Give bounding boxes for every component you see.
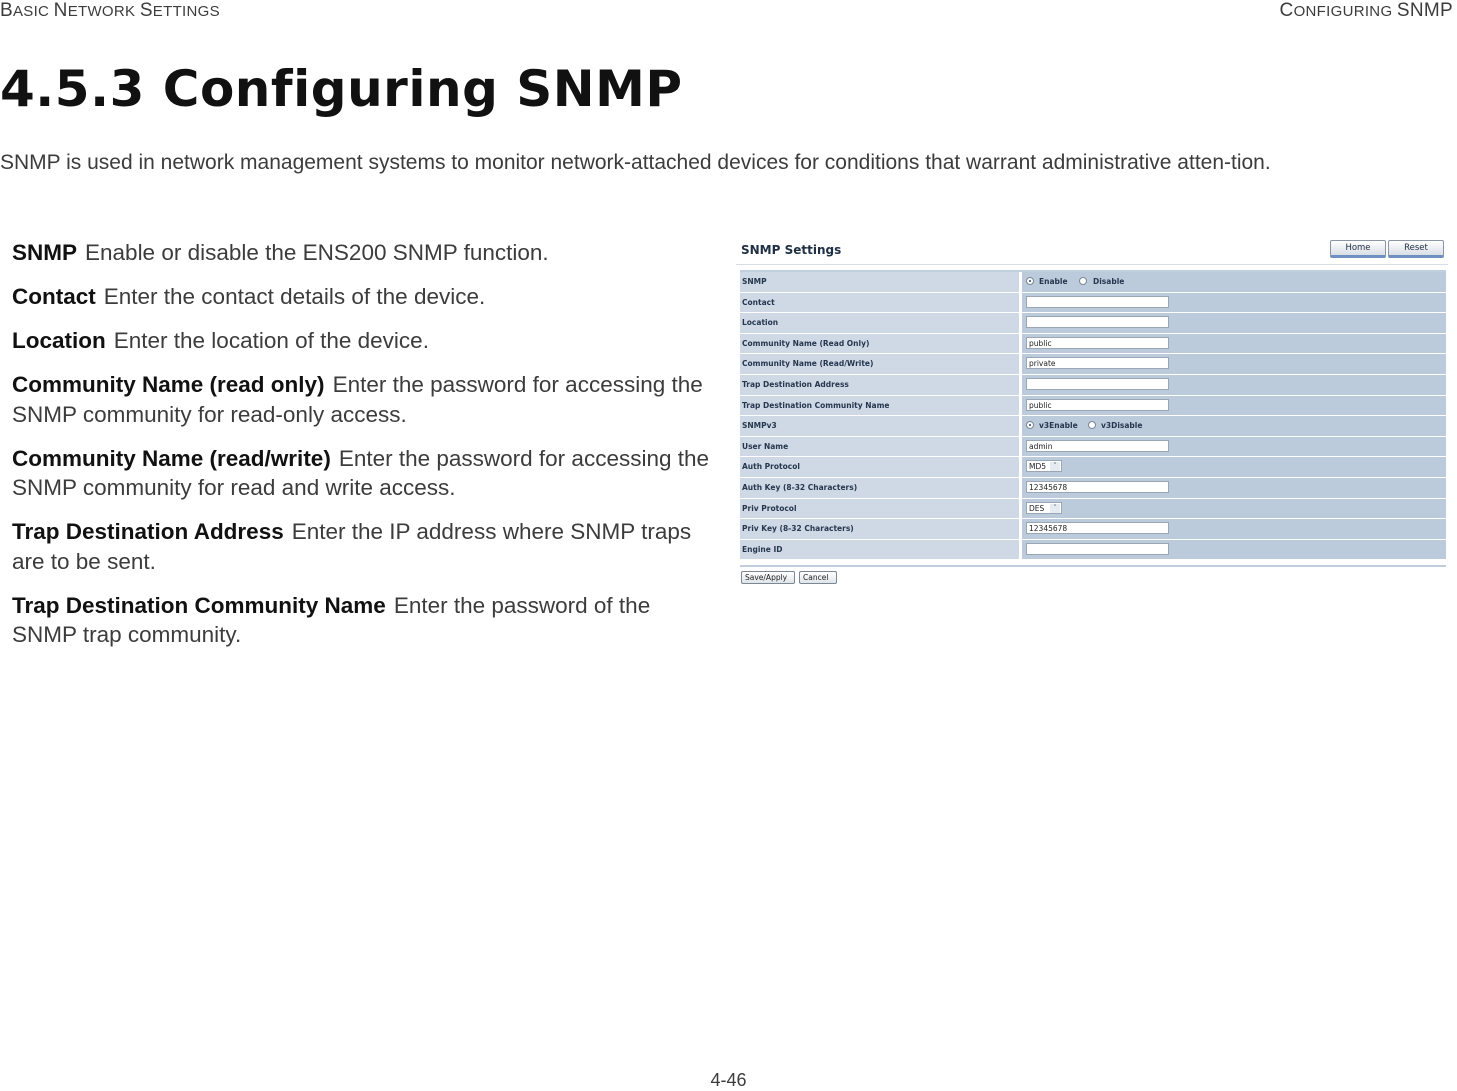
definition-text: Enter the location of the device. <box>113 328 429 353</box>
section-title: 4.5.3 Configuring SNMP <box>0 60 683 118</box>
settings-row-label: Trap Destination Community Name <box>740 396 1019 416</box>
settings-row <box>740 375 1446 396</box>
settings-row <box>740 354 1446 375</box>
settings-row-value <box>1022 354 1446 374</box>
radio-label-option1: v3Enable <box>1039 421 1078 431</box>
intro-paragraph: SNMP is used in network management systems to monitor network-attached devices for conditions that warrant administrative atten-tion. <box>0 151 1271 174</box>
settings-row-value <box>1022 313 1446 333</box>
header-left-text: ASIC <box>12 3 54 20</box>
definition-term: Trap Destination Address <box>12 519 284 544</box>
settings-text-field[interactable] <box>1026 316 1169 328</box>
header-right-snmp: SNMP <box>1396 0 1453 21</box>
settings-text-field[interactable] <box>1026 296 1169 308</box>
settings-text-field[interactable]: public <box>1026 337 1169 349</box>
settings-row <box>740 437 1446 458</box>
chevron-down-icon: ˅ <box>1050 504 1060 513</box>
settings-row <box>740 519 1446 540</box>
settings-row <box>740 499 1446 520</box>
radio-label-option1: Enable <box>1039 277 1068 286</box>
settings-text-field[interactable]: 12345678 <box>1026 522 1169 534</box>
save-apply-button[interactable]: Save/Apply <box>741 571 795 584</box>
definition-list <box>12 238 712 664</box>
definition-item <box>12 591 712 650</box>
settings-text-field[interactable]: 12345678 <box>1026 481 1169 493</box>
definition-term: Community Name (read/write) <box>12 445 331 471</box>
settings-row-label: SNMP <box>740 272 1019 292</box>
definition-item <box>12 517 712 576</box>
settings-row-value <box>1022 437 1446 457</box>
settings-row-label: Contact <box>740 293 1019 313</box>
settings-row-label: Priv Key (8-32 Characters) <box>740 519 1019 539</box>
settings-row <box>740 478 1446 499</box>
cancel-button[interactable]: Cancel <box>799 571 837 584</box>
definition-text: Enable or disable the ENS200 SNMP function. <box>85 240 549 265</box>
dropdown-value: MD5 <box>1029 462 1047 472</box>
settings-row-value <box>1022 375 1446 395</box>
settings-row-value <box>1022 457 1446 477</box>
snmp-settings-table <box>740 270 1446 560</box>
radio-button-option2[interactable] <box>1079 277 1087 285</box>
settings-text-field[interactable]: private <box>1026 357 1169 369</box>
header-left-cap2: N <box>53 0 68 21</box>
radio-button-option1[interactable] <box>1026 421 1034 429</box>
settings-row <box>740 457 1446 478</box>
radio-label-option2: v3Disable <box>1101 421 1143 431</box>
settings-text-field[interactable] <box>1026 543 1169 555</box>
definition-term: SNMP <box>12 240 78 265</box>
settings-row-label: Community Name (Read/Write) <box>740 354 1019 374</box>
settings-row-value <box>1022 272 1446 292</box>
settings-row-value <box>1022 396 1446 416</box>
radio-label-option2: Disable <box>1093 277 1125 286</box>
settings-row-value <box>1022 334 1446 354</box>
header-left-text2: ETWORK <box>67 3 140 20</box>
settings-dropdown[interactable] <box>1026 460 1062 472</box>
definition-item <box>12 238 712 268</box>
settings-row <box>740 396 1446 417</box>
definition-term: Contact <box>12 284 96 309</box>
screenshot-header <box>736 234 1448 265</box>
definition-text: Enter the password of the SNMP trap community. <box>12 592 651 647</box>
settings-row-label: User Name <box>740 437 1019 457</box>
dropdown-value: DES <box>1029 503 1045 513</box>
reset-button[interactable]: Reset <box>1388 240 1444 258</box>
settings-row <box>740 334 1446 355</box>
definition-item <box>12 282 712 312</box>
snmp-settings-screenshot <box>736 234 1448 586</box>
settings-row-value <box>1022 416 1446 436</box>
settings-text-field[interactable]: admin <box>1026 440 1169 452</box>
page-number: 4-46 <box>710 1070 747 1090</box>
home-button[interactable]: Home <box>1330 240 1386 258</box>
settings-row-label: Engine ID <box>740 540 1019 560</box>
settings-row <box>740 416 1446 437</box>
definition-term: Location <box>12 328 106 353</box>
settings-row-label: Community Name (Read Only) <box>740 334 1019 354</box>
definition-item <box>12 326 712 356</box>
definition-item <box>12 370 712 429</box>
header-left-cap3: S <box>139 0 153 21</box>
settings-row-label: Location <box>740 313 1019 333</box>
settings-row <box>740 313 1446 334</box>
settings-text-field[interactable]: public <box>1026 399 1169 411</box>
settings-row-label: Priv Protocol <box>740 499 1019 519</box>
definition-text: Enter the password for accessing the SNMP community for read-only access. <box>12 372 703 427</box>
definition-text: Enter the contact details of the device. <box>103 284 486 309</box>
settings-row-label: SNMPv3 <box>740 416 1019 436</box>
settings-dropdown[interactable] <box>1026 502 1062 514</box>
definition-text: Enter the password for accessing the SNMP community for read and write access. <box>12 445 710 500</box>
settings-row-value <box>1022 478 1446 498</box>
running-header-left <box>0 0 220 22</box>
settings-row-value <box>1022 519 1446 539</box>
header-left-cap: B <box>0 0 13 21</box>
chevron-down-icon: ˅ <box>1050 462 1060 471</box>
header-left-text3: ETTINGS <box>152 3 220 20</box>
header-right-cap: C <box>1279 0 1294 21</box>
settings-row <box>740 540 1446 561</box>
definition-text: Enter the IP address where SNMP traps are to be sent. <box>12 519 692 574</box>
settings-row-value <box>1022 499 1446 519</box>
header-right-text: ONFIGURING <box>1293 3 1397 20</box>
definition-term: Trap Destination Community Name <box>12 592 386 618</box>
settings-row-value <box>1022 293 1446 313</box>
divider <box>740 565 1446 567</box>
definition-term: Community Name (read only) <box>12 372 325 397</box>
radio-button-option2[interactable] <box>1088 421 1096 429</box>
running-header-right <box>1280 0 1453 22</box>
settings-row-label: Auth Protocol <box>740 457 1019 477</box>
settings-row-value <box>1022 540 1446 560</box>
settings-row <box>740 293 1446 314</box>
definition-item <box>12 444 712 503</box>
snmp-settings-title: SNMP Settings <box>741 243 842 257</box>
settings-row-label: Trap Destination Address <box>740 375 1019 395</box>
settings-row-label: Auth Key (8-32 Characters) <box>740 478 1019 498</box>
radio-button-option1[interactable] <box>1026 277 1034 285</box>
settings-row <box>740 272 1446 293</box>
settings-text-field[interactable] <box>1026 378 1169 390</box>
